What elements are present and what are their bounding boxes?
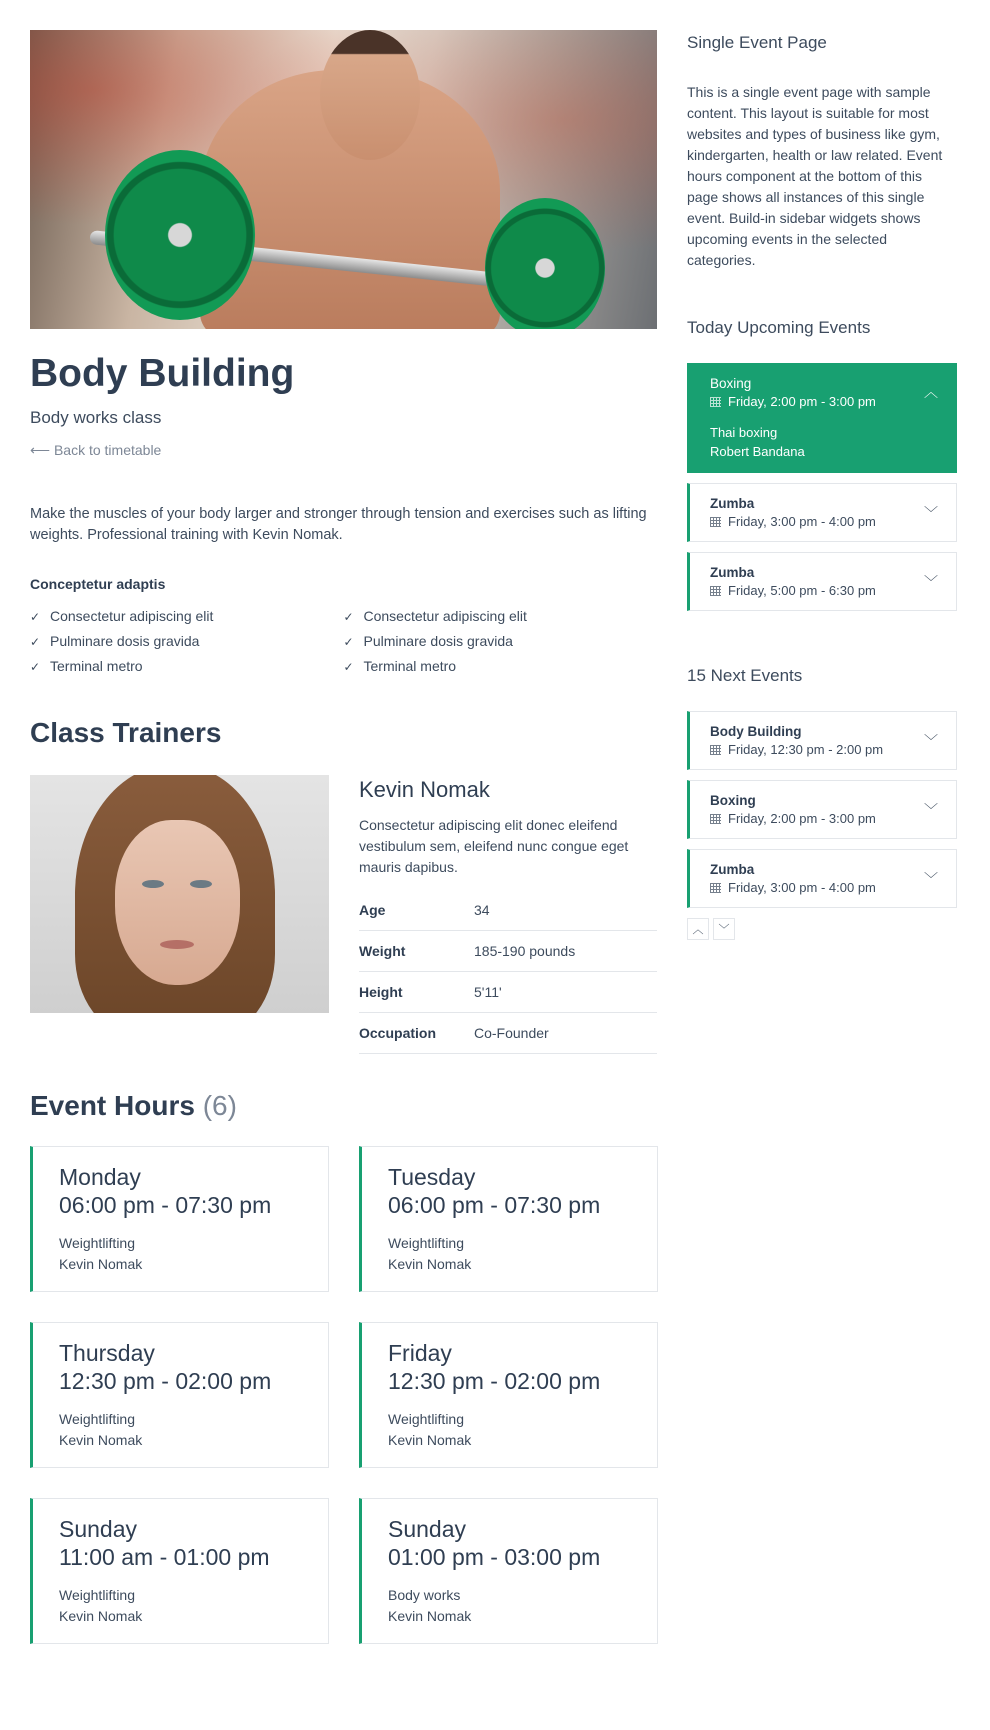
event-hour-card: Thursday 12:30 pm - 02:00 pm Weightlifting Kevin Nomak — [30, 1322, 329, 1468]
features-column-right — [344, 604, 658, 679]
trainer-card — [30, 775, 657, 1054]
feature-item: ✓ Pulminare dosis gravida — [30, 629, 344, 654]
feature-item: ✓ Pulminare dosis gravida — [344, 629, 658, 654]
sidebar — [687, 30, 957, 940]
event-hours-count: (6) — [202, 1089, 237, 1121]
next-events-title: 15 Next Events — [687, 666, 803, 685]
event-hour-card: Sunday 01:00 pm - 03:00 pm Body works Kevin Nomak — [359, 1498, 658, 1644]
calendar-icon — [710, 883, 721, 893]
chevron-down-icon[interactable]: ﹀ — [924, 801, 938, 818]
today-events-list — [687, 363, 957, 611]
event-title: Body Building — [30, 352, 295, 395]
check-icon: ✓ — [30, 609, 41, 624]
pager-prev-button[interactable] — [687, 918, 709, 940]
trainer-info — [359, 775, 657, 1054]
feature-item: ✓ Terminal metro — [344, 654, 658, 679]
chevron-down-icon[interactable]: ﹀ — [924, 504, 938, 521]
chevron-down-icon: ﹀ — [718, 924, 730, 936]
chevron-up-icon[interactable]: ︿ — [924, 384, 938, 400]
calendar-icon — [710, 397, 721, 407]
about-widget-text: This is a single event page with sample content. This layout is suitable for most websites and types of business like gym, kindergarten, health or law related. Event hours component at the bottom of this page shows all instances of this single event. Build-in sidebar widgets shows upcoming events in the selected categories. — [687, 84, 943, 268]
event-item-expanded[interactable]: Boxing Friday, 2:00 pm - 3:00 pm Thai boxing Robert Bandana ︿ — [687, 363, 957, 473]
today-events-title: Today Upcoming Events — [687, 318, 871, 337]
chevron-down-icon[interactable]: ﹀ — [924, 870, 938, 887]
next-events-list — [687, 711, 957, 908]
event-hour-card: Friday 12:30 pm - 02:00 pm Weightlifting Kevin Nomak — [359, 1322, 658, 1468]
chevron-down-icon[interactable]: ﹀ — [924, 573, 938, 590]
event-hour-card: Tuesday 06:00 pm - 07:30 pm Weightlifting Kevin Nomak — [359, 1146, 658, 1292]
feature-item: ✓ Consectetur adipiscing elit — [30, 604, 344, 629]
class-trainers-heading: Class Trainers — [30, 716, 222, 748]
event-item[interactable]: Body Building Friday, 12:30 pm - 2:00 pm ﹀ — [687, 711, 957, 770]
trainer-stats-table — [359, 890, 657, 1054]
trainer-name: Kevin Nomak — [359, 776, 490, 802]
stat-row: Weight 185-190 pounds — [359, 931, 657, 972]
event-hours-heading: Event Hours (6) — [30, 1089, 237, 1121]
chevron-up-icon: ︿ — [692, 924, 704, 936]
event-hour-card: Monday 06:00 pm - 07:30 pm Weightlifting Kevin Nomak — [30, 1146, 329, 1292]
calendar-icon — [710, 586, 721, 596]
check-icon: ✓ — [30, 634, 41, 649]
check-icon: ✓ — [343, 659, 354, 674]
event-hours-grid — [30, 1146, 660, 1674]
event-item[interactable]: Boxing Friday, 2:00 pm - 3:00 pm ﹀ — [687, 780, 957, 839]
event-description: Make the muscles of your body larger and stronger through tension and exercises such as lifting weights. Professional training with Kevin Nomak. — [30, 505, 647, 543]
check-icon: ✓ — [343, 609, 354, 624]
back-to-timetable-link[interactable]: ⟵ Back to timetable — [30, 441, 162, 458]
trainer-photo — [30, 775, 329, 1013]
check-icon: ✓ — [343, 634, 354, 649]
calendar-icon — [710, 814, 721, 824]
events-pager — [687, 918, 957, 940]
pager-next-button[interactable] — [713, 918, 735, 940]
stat-row: Occupation Co-Founder — [359, 1013, 657, 1054]
about-widget-title: Single Event Page — [687, 33, 827, 52]
check-icon: ✓ — [30, 659, 41, 674]
chevron-down-icon[interactable]: ﹀ — [924, 732, 938, 749]
feature-item: ✓ Consectetur adipiscing elit — [344, 604, 658, 629]
calendar-icon — [710, 517, 721, 527]
event-hour-card: Sunday 11:00 am - 01:00 pm Weightlifting Kevin Nomak — [30, 1498, 329, 1644]
event-item[interactable]: Zumba Friday, 5:00 pm - 6:30 pm ﹀ — [687, 552, 957, 611]
trainer-bio: Consectetur adipiscing elit donec eleifend vestibulum sem, eleifend nunc congue eget mauris dapibus. — [359, 816, 629, 875]
event-subtitle: Body works class — [30, 407, 162, 427]
features-column-left — [30, 604, 344, 679]
main-content — [30, 30, 657, 1674]
event-item[interactable]: Zumba Friday, 3:00 pm - 4:00 pm ﹀ — [687, 483, 957, 542]
feature-item: ✓ Terminal metro — [30, 654, 344, 679]
features-title: Conceptetur adaptis — [30, 575, 166, 592]
event-item[interactable]: Zumba Friday, 3:00 pm - 4:00 pm ﹀ — [687, 849, 957, 908]
stat-row: Age 34 — [359, 890, 657, 931]
features-list — [30, 604, 657, 679]
stat-row: Height 5'11' — [359, 972, 657, 1013]
calendar-icon — [710, 745, 721, 755]
event-hero-image — [30, 30, 657, 329]
